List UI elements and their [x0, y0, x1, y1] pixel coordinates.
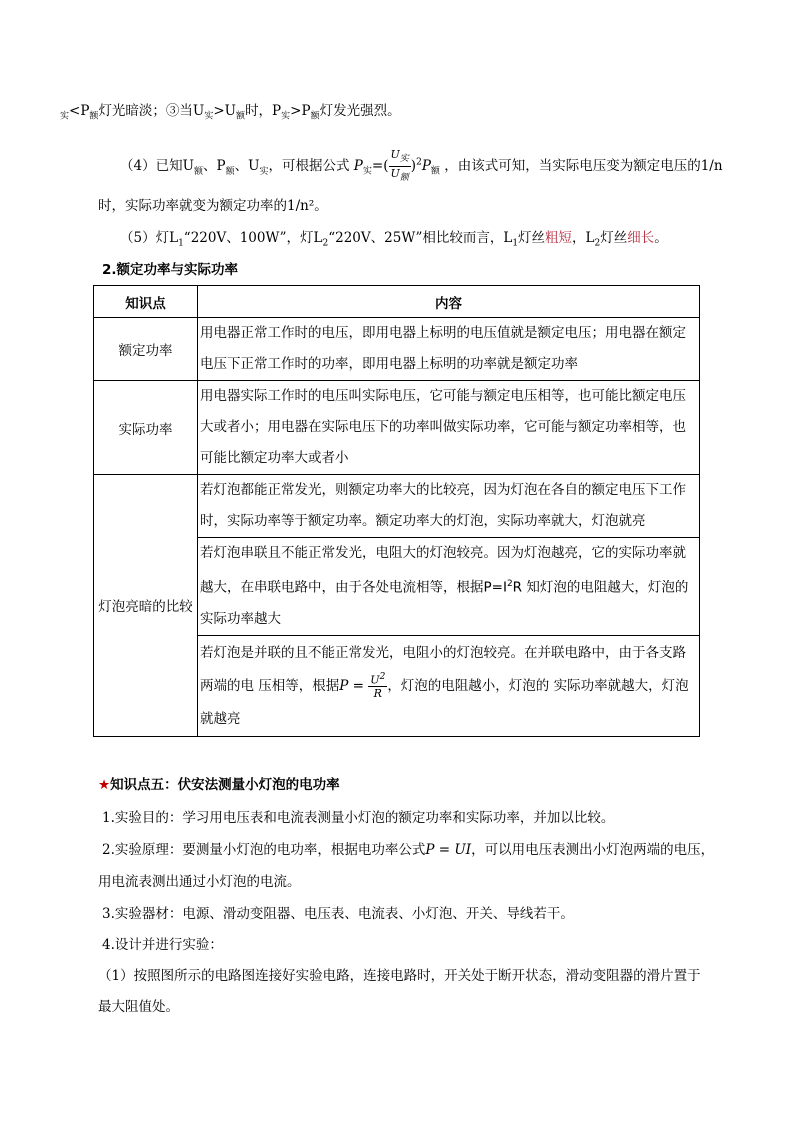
sub-text: 2	[322, 238, 329, 249]
text: ，L	[572, 230, 595, 246]
sub-text: 1	[178, 238, 184, 249]
highlight-text: 细长	[627, 230, 655, 246]
table-cell-label: 额定功率	[94, 318, 198, 381]
text: 若灯泡是并联的且不能正常发光，电阻小的灯泡较亮。在并联电路中，由于各支路	[200, 644, 686, 661]
sub-text: 额	[310, 111, 320, 122]
fraction	[368, 671, 387, 701]
text: 灯丝	[518, 230, 546, 246]
table-cell-content	[198, 318, 700, 381]
text: R 知灯泡的电阻越大，灯泡的	[512, 579, 689, 596]
text: 、U	[234, 158, 260, 175]
table-row-brightness-1	[94, 475, 700, 538]
item-principle	[102, 840, 714, 860]
text: （5）灯L	[120, 230, 179, 246]
table-cell-label: 实际功率	[94, 381, 198, 475]
text: >P	[290, 103, 311, 119]
text: 就越亮	[200, 710, 241, 727]
section-title: 知识点五：伏安法测量小灯泡的电功率	[110, 777, 340, 793]
sub-text: 实	[204, 111, 214, 122]
text: 电压下正常工作时的功率，即用电器上标明的功率就是额定功率	[200, 356, 578, 372]
text: 、P	[202, 158, 226, 175]
star-icon: ★	[98, 777, 111, 793]
para-formula-line2: 时，实际功率就变为额定功率的1/n²。	[98, 198, 328, 214]
section5-title-line	[98, 775, 340, 795]
table-cell-content	[198, 538, 700, 636]
fraction-numerator	[389, 148, 411, 167]
sup-text: 2	[379, 671, 386, 682]
text: U	[390, 148, 400, 161]
text: 灯发光强烈。	[319, 103, 401, 119]
text: ，可根据公式	[268, 158, 350, 175]
text: 时，实际功率等于额定功率。额定功率大的灯泡，实际功率就大，灯泡就亮	[200, 513, 646, 529]
formula-symbol: P	[421, 158, 431, 175]
item-principle-cont: 用电流表测出通过小灯泡的电流。	[98, 874, 301, 890]
text: “220V、25W”相比较而言，L	[328, 230, 513, 246]
item-purpose: 1.实验目的：学习用电压表和电流表测量小灯泡的额定功率和实际功率，并加以比较。	[102, 810, 615, 826]
text: 用电器正常工作时的电压，即用电器上标明的电压值就是额定电压；用电器在额定	[200, 325, 686, 341]
text: 时，P	[245, 103, 282, 119]
text: 大或者小；用电器在实际电压下的功率叫做实际功率，它可能与额定功率相等，也	[200, 419, 686, 435]
text: 灯光暗淡；③当U	[98, 103, 205, 119]
table-cell-content	[198, 635, 700, 736]
item-experiment: 4.设计并进行实验：	[102, 937, 223, 953]
sub-text: 额	[430, 166, 440, 177]
fraction-denominator: R	[373, 687, 382, 701]
sub-text: 额	[89, 111, 99, 122]
para-comparison-line	[60, 101, 401, 127]
sub-text: 额	[193, 166, 203, 177]
text: 若灯泡串联且不能正常发光，电阻大的灯泡较亮。因为灯泡越亮，它的实际功率就	[200, 545, 686, 561]
sub-text: 额	[399, 173, 409, 184]
text-line	[200, 569, 699, 604]
para-lamp-compare	[120, 228, 668, 254]
text: =	[348, 677, 369, 694]
table-cell-content	[198, 381, 700, 475]
table-row-rated	[94, 318, 700, 381]
text: “220V、100W”，灯L	[183, 230, 323, 246]
text: ，可以用电压表测出小灯泡两端的电压，	[471, 842, 715, 858]
para-formula-line	[120, 148, 723, 185]
text: =(	[371, 158, 389, 175]
table-header-cell: 知识点	[94, 286, 198, 318]
text: 2.实验原理：要测量小灯泡的电功率，根据电功率公式	[102, 842, 426, 858]
text: 用电器实际工作时的电压叫实际电压，它可能与额定电压相等，也可能比额定电压	[200, 388, 686, 404]
text: 。	[654, 230, 668, 246]
text: )	[410, 158, 417, 175]
sub-text: 1	[512, 238, 519, 249]
sub-text: 实	[259, 166, 269, 177]
table-header-cell: 内容	[198, 286, 700, 318]
text: ，由该式可知，当实际电压变为额定电压的1/n	[444, 158, 723, 175]
formula-symbol: P	[339, 677, 349, 694]
highlight-text: 粗短	[545, 230, 573, 246]
sup-text: 2	[416, 157, 422, 168]
sub-text: 实	[281, 111, 291, 122]
formula: P = UI	[425, 842, 472, 858]
sub-text: 额	[236, 111, 246, 122]
formula-symbol: P	[353, 158, 363, 175]
sub-text: 实	[399, 154, 409, 165]
fraction-numerator	[368, 671, 387, 688]
sub-text: 实	[362, 166, 372, 177]
table-cell-label: 灯泡亮暗的比较	[94, 475, 198, 737]
text: >U	[213, 103, 237, 119]
table-row-actual	[94, 381, 700, 475]
text: （4）已知U	[120, 158, 194, 175]
sup-text: 2	[506, 579, 513, 589]
sub-text: 额	[225, 166, 235, 177]
fraction-denominator	[389, 167, 411, 185]
sub-text: 2	[594, 238, 601, 249]
text: 实际功率越大	[200, 610, 281, 627]
item-equipment: 3.实验器材：电源、滑动变阻器、电压表、电流表、小灯泡、开关、导线若干。	[102, 906, 574, 922]
power-formula	[353, 148, 444, 184]
text: 灯丝	[600, 230, 628, 246]
text: U	[370, 673, 380, 687]
table-cell-content	[198, 475, 700, 538]
text: ，灯泡的电阻越小，灯泡的 实际功率就越大，灯泡	[387, 677, 689, 694]
text: 若灯泡都能正常发光，则额定功率大的比较亮，因为灯泡在各自的额定电压下工作	[200, 482, 686, 498]
sub-text: 实	[60, 111, 70, 122]
fraction	[389, 148, 411, 185]
text: 越大，在串联电路中，由于各处电流相等，根据P=I	[200, 579, 507, 596]
knowledge-table	[93, 285, 700, 737]
item-step1: （1）按照图所示的电路图连接好实验电路，连接电路时，开关处于断开状态，滑动变阻器的滑片置于	[98, 968, 701, 984]
text: U	[390, 167, 400, 181]
text: <P	[69, 103, 90, 119]
text: 两端的电 压相等，根据	[200, 677, 340, 694]
table-header-row	[94, 286, 700, 318]
text: 可能比额定功率大或者小	[200, 450, 349, 466]
section-title: 2.额定功率与实际功率	[102, 262, 239, 278]
text-line	[200, 666, 699, 706]
item-step1-cont: 最大阻值处。	[98, 999, 179, 1015]
